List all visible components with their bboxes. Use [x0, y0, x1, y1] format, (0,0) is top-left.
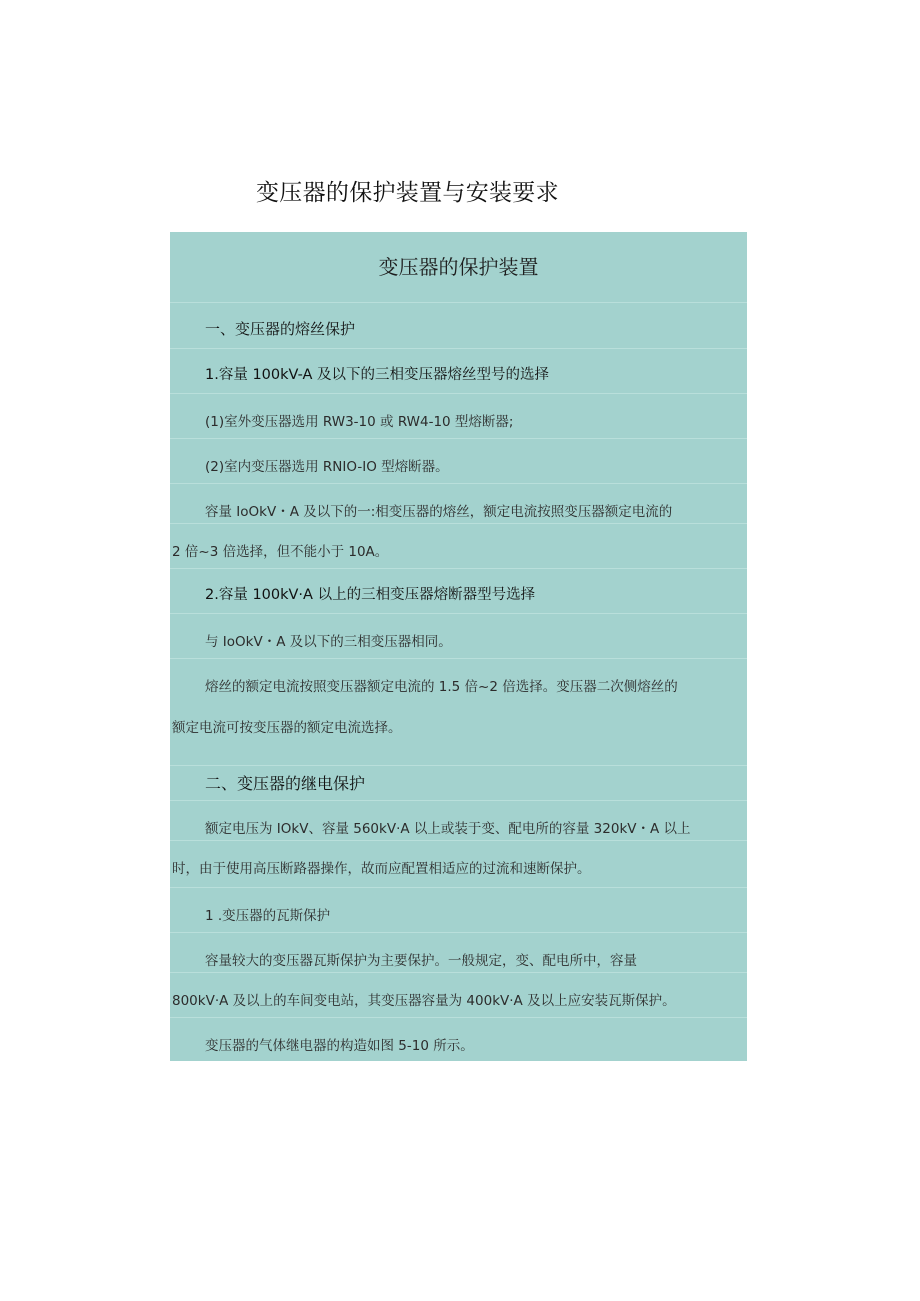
section1-item1-row: [170, 393, 747, 438]
section1-para3-row: [170, 658, 747, 765]
section1-sub1-heading: 1.容量 100kV-A 及以下的三相变压器熔丝型号的选择: [205, 367, 550, 383]
section1-para1-line1: 容量 IoOkV・A 及以下的一:相变压器的熔丝，额定电流按照变压器额定电流的: [205, 504, 673, 520]
section1-para2: 与 IoOkV・A 及以下的三相变压器相同。: [205, 634, 452, 650]
content-panel: [170, 232, 747, 1061]
section2-heading-row: [170, 765, 747, 800]
section2-para2-row1: [170, 932, 747, 972]
section1-sub2-heading: 2.容量 100kV·A 以上的三相变压器熔断器型号选择: [205, 587, 536, 603]
section2-para1-row2: [170, 840, 747, 887]
section2-heading: 二、变压器的继电保护: [205, 774, 366, 793]
section2-para3: 变压器的气体继电器的构造如图 5-10 所示。: [205, 1038, 474, 1054]
section2-para3-row: [170, 1017, 747, 1061]
section1-heading: 一、变压器的熔丝保护: [205, 320, 356, 338]
section1-para1-row2: [170, 523, 747, 568]
section1-sub1-row: [170, 348, 747, 393]
section2-para2-row2: [170, 972, 747, 1017]
section1-para1-row1: [170, 483, 747, 523]
section1-para2-row: [170, 613, 747, 658]
section2-para1-line2: 时，由于使用高压断路器操作，故而应配置相适应的过流和速断保护。: [172, 861, 591, 877]
document-title: 变压器的保护装置与安装要求: [256, 180, 559, 206]
section1-para1-line2: 2 倍~3 倍选择，但不能小于 10A。: [172, 544, 389, 560]
section1-heading-row: [170, 302, 747, 348]
section2-para1-line1: 额定电压为 IOkV、容量 560kV·A 以上或装于变、配电所的容量 320kV・A 以上: [205, 821, 691, 837]
section2-para1-row1: [170, 800, 747, 840]
section1-sub2-row: [170, 568, 747, 613]
section1-item2: (2)室内变压器选用 RNIO-IO 型熔断器。: [205, 459, 449, 475]
panel-title: 变压器的保护装置: [378, 255, 539, 279]
section2-sub1-heading: 1 .变压器的瓦斯保护: [205, 908, 331, 924]
section2-sub1-row: [170, 887, 747, 932]
section1-para3-line2: 额定电流可按变压器的额定电流选择。: [172, 720, 402, 736]
section1-item1: (1)室外变压器选用 RW3-10 或 RW4-10 型熔断器;: [205, 414, 514, 430]
panel-title-row: [170, 232, 747, 302]
section1-item2-row: [170, 438, 747, 483]
section2-para2-line1: 容量较大的变压器瓦斯保护为主要保护。一般规定，变、配电所中，容量: [205, 953, 637, 969]
section1-para3-line1: 熔丝的额定电流按照变压器额定电流的 1.5 倍~2 倍选择。变压器二次侧熔丝的: [205, 679, 678, 695]
section2-para2-line2: 800kV·A 及以上的车间变电站，其变压器容量为 400kV·A 及以上应安装瓦斯保护。: [172, 993, 676, 1009]
